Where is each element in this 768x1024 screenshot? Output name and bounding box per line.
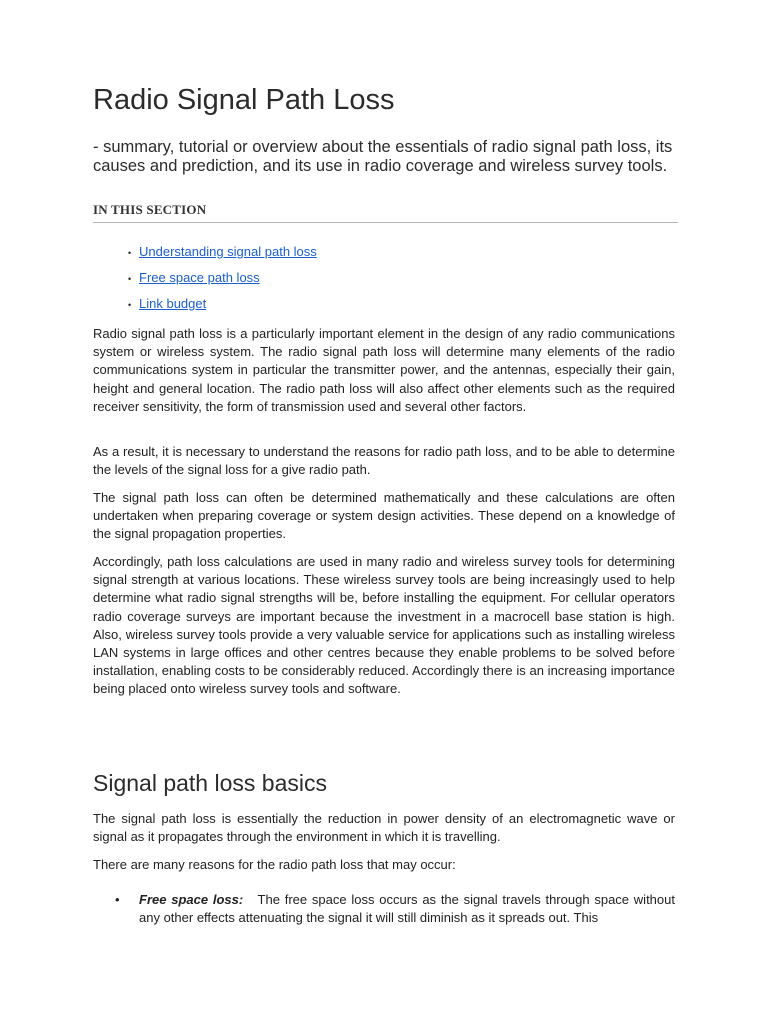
intro-paragraph: As a result, it is necessary to understand the reasons for radio path loss, and to be able to determine the levels of the signal loss for a give radio path. — [93, 444, 675, 478]
toc-item — [128, 295, 317, 321]
toc-link-free-space-path-loss[interactable]: Free space path loss — [139, 270, 260, 285]
page-subtitle: - summary, tutorial or overview about the essentials of radio signal path loss, its causes and prediction, and its use in radio coverage and wireless survey tools. — [93, 138, 673, 175]
reason-text: The free space loss occurs as the signal travels through space without any other effects attenuating the signal it will still diminish as it spreads out. This — [139, 892, 675, 926]
reason-item-free-space-loss — [93, 891, 675, 927]
section-divider — [93, 222, 678, 223]
bullet-icon: • — [128, 248, 132, 258]
section-toc-list — [128, 243, 317, 321]
intro-paragraph: Radio signal path loss is a particularly important element in the design of any radio communications system or wireless system. The radio signal path loss will determine many elements of the radio communications system in particular the transmitter power, and the antennas, especially their gain, height and general location. The radio path loss will also affect other elements such as the required receiver sensitivity, the form of transmission used and several other factors. — [93, 326, 675, 414]
basics-paragraph: The signal path loss is essentially the reduction in power density of an electromagnetic wave or signal as it propagates through the environment in which it is travelling. — [93, 811, 675, 845]
basics-paragraph: There are many reasons for the radio path loss that may occur: — [93, 857, 456, 872]
reason-term: Free space loss: — [139, 892, 244, 907]
page-title: Radio Signal Path Loss — [93, 84, 395, 116]
bullet-icon: • — [128, 300, 132, 310]
intro-paragraph: Accordingly, path loss calculations are used in many radio and wireless survey tools for determining signal strength at various locations. These wireless survey tools are being increasingly used to help determine what radio signal strengths will be, before installing the equipment. For cellular operators radio coverage surveys are important because the investment in a macrocell base station is high. Also, wireless survey tools provide a very valuable service for applications such as installing wireless LAN systems in large offices and other centres because they enable problems to be solved before installation, enabling costs to be considerably reduced. Accordingly there is an increasing importance being placed onto wireless survey tools and software. — [93, 554, 675, 697]
toc-link-understanding-signal-path-loss[interactable]: Understanding signal path loss — [139, 244, 317, 259]
toc-item — [128, 269, 317, 295]
toc-link-link-budget[interactable]: Link budget — [139, 296, 207, 311]
section-heading-signal-path-loss-basics: Signal path loss basics — [93, 770, 327, 796]
bullet-icon: • — [115, 892, 120, 907]
toc-item — [128, 243, 317, 269]
path-loss-reasons-list — [93, 891, 675, 927]
bullet-icon: • — [128, 274, 132, 284]
intro-paragraph: The signal path loss can often be determined mathematically and these calculations are often undertaken when preparing coverage or system design activities. These depend on a knowledge of the signal propagation properties. — [93, 490, 675, 542]
in-this-section-label: IN THIS SECTION — [93, 202, 207, 217]
